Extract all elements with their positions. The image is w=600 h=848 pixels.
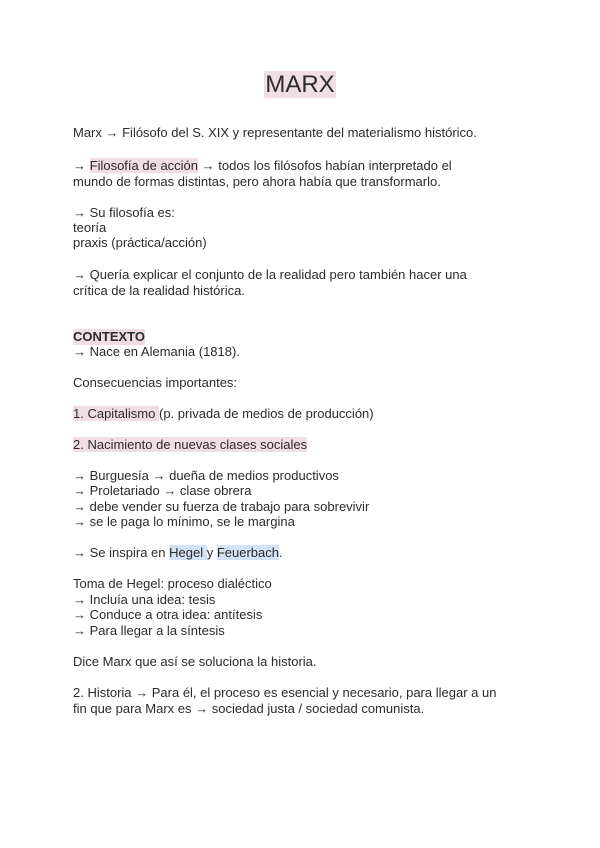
consecuencias-line: Consecuencias importantes: bbox=[73, 375, 238, 390]
list-item: → Para llegar a la síntesis bbox=[73, 623, 225, 638]
text: y bbox=[206, 545, 217, 560]
highlight-clases: 2. Nacimiento de nuevas clases sociales bbox=[73, 437, 308, 452]
historia-line-1: 2. Historia → Para él, el proceso es esencial y necesario, para llegar a un bbox=[73, 685, 497, 700]
list-item: → se le paga lo mínimo, se le margina bbox=[73, 514, 295, 529]
contexto-heading: CONTEXTO bbox=[73, 329, 145, 344]
list-item: → Conduce a otra idea: antítesis bbox=[73, 607, 263, 622]
text: → Se inspira en bbox=[73, 545, 170, 560]
arrow: → bbox=[73, 158, 90, 173]
title-text: MARX bbox=[265, 71, 335, 98]
text: → todos los filósofos habían interpretado el bbox=[198, 158, 452, 173]
filosofia-line: → Su filosofía es: bbox=[73, 205, 175, 220]
text: . bbox=[278, 545, 283, 560]
dice-line: Dice Marx que así se soluciona la historia. bbox=[73, 654, 317, 669]
list-item: → debe vender su fuerza de trabajo para sobrevivir bbox=[73, 499, 370, 514]
highlight-capitalismo: 1. Capitalismo bbox=[73, 406, 159, 421]
historia-line-2: fin que para Marx es → sociedad justa / sociedad comunista. bbox=[73, 701, 425, 716]
accion-line-2: mundo de formas distintas, pero ahora había que transformarlo. bbox=[73, 174, 441, 189]
highlight-feuerbach: Feuerbach bbox=[216, 545, 279, 560]
teoria-line: teoría bbox=[73, 220, 107, 235]
queria-line-1: → Quería explicar el conjunto de la realidad pero también hacer una bbox=[73, 267, 467, 282]
inspira-line bbox=[73, 545, 283, 561]
accion-line bbox=[73, 158, 452, 174]
list-item: → Incluía una idea: tesis bbox=[73, 592, 216, 607]
queria-line-2: crítica de la realidad histórica. bbox=[73, 283, 245, 298]
highlight-accion: Filosofía de acción bbox=[89, 158, 199, 173]
intro-line: Marx → Filósofo del S. XIX y representante del materialismo histórico. bbox=[73, 125, 477, 140]
list-item: → Proletariado → clase obrera bbox=[73, 483, 252, 498]
toma-line: Toma de Hegel: proceso dialéctico bbox=[73, 576, 272, 591]
list-item: → Burguesía → dueña de medios productivos bbox=[73, 468, 339, 483]
page-title bbox=[0, 71, 600, 99]
highlight-hegel: Hegel bbox=[169, 545, 207, 560]
clases-line bbox=[73, 437, 307, 453]
text: (p. privada de medios de producción) bbox=[158, 406, 374, 421]
nace-line: → Nace en Alemania (1818). bbox=[73, 344, 240, 359]
praxis-line: praxis (práctica/acción) bbox=[73, 235, 207, 250]
capitalismo-line bbox=[73, 406, 374, 422]
